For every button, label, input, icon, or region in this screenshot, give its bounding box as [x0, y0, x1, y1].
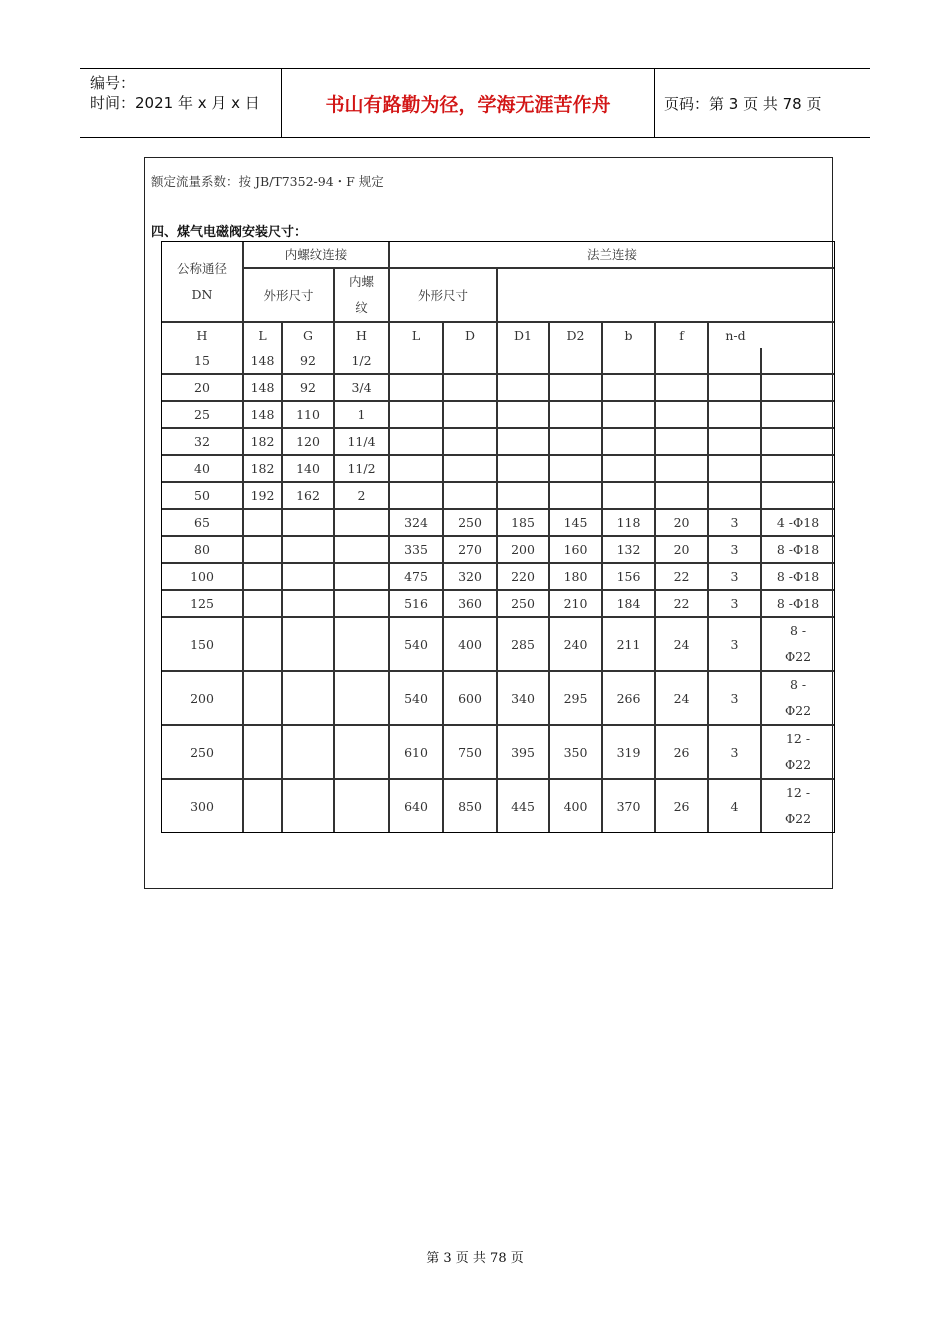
flow-coefficient-line: 额定流量系数：按 JB/T7352-94・F 规定	[151, 174, 384, 189]
sub-header-cell: H	[162, 323, 244, 348]
table-cell	[244, 618, 283, 672]
table-cell: 3	[709, 537, 762, 564]
table-cell	[335, 618, 390, 672]
table-cell	[656, 402, 709, 429]
table-row	[162, 591, 834, 618]
table-cell: 750	[444, 726, 498, 780]
table-cell: 8 -Φ18	[762, 564, 834, 591]
table-row	[162, 537, 834, 564]
table-cell: 148	[244, 348, 283, 375]
table-cell: 640	[390, 780, 444, 832]
header-page-info: 页码：第 3 页 共 78 页	[664, 94, 822, 113]
dn-cell: 200	[162, 672, 244, 726]
table-cell	[603, 348, 656, 375]
table-cell	[498, 348, 550, 375]
sub-header-cell: D2	[550, 323, 603, 348]
table-cell: 20	[656, 537, 709, 564]
flange-header: 法兰连接	[390, 242, 834, 269]
dn-cell: 250	[162, 726, 244, 780]
table-cell: 3	[709, 564, 762, 591]
table-cell	[762, 483, 834, 510]
table-cell	[603, 402, 656, 429]
table-cell: 320	[444, 564, 498, 591]
table-cell	[283, 537, 335, 564]
table-cell	[603, 483, 656, 510]
table-cell	[390, 375, 444, 402]
table-row	[162, 780, 834, 832]
table-cell: 324	[390, 510, 444, 537]
table-cell: 160	[550, 537, 603, 564]
sub-header-cell: L	[244, 323, 283, 348]
table-cell: 184	[603, 591, 656, 618]
table-cell	[656, 348, 709, 375]
table-row	[162, 510, 834, 537]
code-label: 编号：	[90, 74, 136, 92]
table-cell	[335, 537, 390, 564]
table-cell: 110	[283, 402, 335, 429]
table-cell: 118	[603, 510, 656, 537]
sub-header-cell: H	[335, 323, 390, 348]
table-cell	[709, 483, 762, 510]
table-cell: 24	[656, 672, 709, 726]
table-cell	[498, 456, 550, 483]
table-cell	[550, 429, 603, 456]
thread-header: 内螺 纹	[335, 269, 390, 323]
table-cell: 11/4	[335, 429, 390, 456]
table-cell	[550, 456, 603, 483]
table-cell: 360	[444, 591, 498, 618]
dimension-table	[161, 241, 835, 833]
page-footer: 第 3 页 共 78 页	[426, 1251, 524, 1266]
table-cell: 335	[390, 537, 444, 564]
table-cell: 4 -Φ18	[762, 510, 834, 537]
table-cell: 370	[603, 780, 656, 832]
table-cell: 445	[498, 780, 550, 832]
dn-cell: 40	[162, 456, 244, 483]
table-cell: 210	[550, 591, 603, 618]
table-cell: 610	[390, 726, 444, 780]
table-cell: 350	[550, 726, 603, 780]
sub-header-cell: D	[444, 323, 498, 348]
table-cell	[550, 348, 603, 375]
table-cell: 211	[603, 618, 656, 672]
table-cell	[283, 780, 335, 832]
sub-header-row	[162, 323, 834, 348]
table-cell	[498, 402, 550, 429]
table-cell	[335, 564, 390, 591]
dn-cell: 80	[162, 537, 244, 564]
table-cell	[709, 348, 762, 375]
section-title: 四、煤气电磁阀安装尺寸：	[151, 225, 308, 240]
table-cell	[709, 375, 762, 402]
table-cell	[444, 402, 498, 429]
table-cell	[244, 591, 283, 618]
table-cell	[444, 429, 498, 456]
dn-cell: 150	[162, 618, 244, 672]
table-cell: 4	[709, 780, 762, 832]
table-cell	[762, 402, 834, 429]
table-cell	[283, 672, 335, 726]
table-cell	[335, 672, 390, 726]
table-cell	[656, 456, 709, 483]
table-row	[162, 456, 834, 483]
table-cell	[390, 348, 444, 375]
table-cell	[244, 564, 283, 591]
table-cell	[603, 456, 656, 483]
dn-cell: 300	[162, 780, 244, 832]
page-header	[80, 68, 870, 138]
table-cell: 20	[656, 510, 709, 537]
dn-cell: 15	[162, 348, 244, 375]
table-cell: 285	[498, 618, 550, 672]
table-cell: 3	[709, 618, 762, 672]
table-cell: 156	[603, 564, 656, 591]
table-cell: 132	[603, 537, 656, 564]
nd-cell: 12 - Φ22	[762, 726, 834, 780]
sub-header-cell: n-d	[725, 328, 746, 343]
table-row	[162, 429, 834, 456]
table-cell	[390, 429, 444, 456]
table-cell	[444, 456, 498, 483]
table-cell	[656, 429, 709, 456]
table-row	[162, 672, 834, 726]
table-cell	[656, 483, 709, 510]
table-cell: 24	[656, 618, 709, 672]
table-cell	[335, 591, 390, 618]
table-cell	[283, 618, 335, 672]
table-cell: 200	[498, 537, 550, 564]
table-cell: 8 -Φ18	[762, 591, 834, 618]
dn-cell: 65	[162, 510, 244, 537]
table-cell: 400	[550, 780, 603, 832]
table-cell	[335, 726, 390, 780]
table-cell	[498, 429, 550, 456]
table-cell	[550, 483, 603, 510]
flange-blank-header	[498, 269, 834, 323]
dn-header: 公称通径 DN	[162, 242, 244, 323]
outline-dims-header: 外形尺寸	[244, 269, 335, 323]
table-cell	[244, 780, 283, 832]
table-cell	[283, 564, 335, 591]
table-cell: 140	[283, 456, 335, 483]
table-cell: 3	[709, 591, 762, 618]
table-row	[162, 348, 834, 375]
table-cell: 266	[603, 672, 656, 726]
table-cell: 220	[498, 564, 550, 591]
table-cell: 22	[656, 564, 709, 591]
table-cell: 180	[550, 564, 603, 591]
table-cell	[709, 456, 762, 483]
table-row	[162, 402, 834, 429]
table-cell: 3/4	[335, 375, 390, 402]
dn-cell: 25	[162, 402, 244, 429]
table-cell: 270	[444, 537, 498, 564]
table-cell: 540	[390, 618, 444, 672]
table-cell: 600	[444, 672, 498, 726]
dn-cell: 100	[162, 564, 244, 591]
table-cell: 540	[390, 672, 444, 726]
table-cell	[762, 375, 834, 402]
table-cell: 340	[498, 672, 550, 726]
table-cell: 92	[283, 348, 335, 375]
table-cell: 250	[444, 510, 498, 537]
nd-cell: 8 - Φ22	[762, 618, 834, 672]
table-cell: 26	[656, 780, 709, 832]
table-cell: 475	[390, 564, 444, 591]
sub-header-cell: b	[603, 323, 656, 348]
table-cell: 8 -Φ18	[762, 537, 834, 564]
table-cell: 516	[390, 591, 444, 618]
table-cell	[762, 429, 834, 456]
header-meta	[90, 73, 260, 113]
table-cell	[550, 375, 603, 402]
nd-cell: 12 - Φ22	[784, 785, 812, 826]
table-row	[162, 375, 834, 402]
table-cell: 22	[656, 591, 709, 618]
table-cell	[390, 456, 444, 483]
table-cell	[498, 375, 550, 402]
nd-cell: 8 - Φ22	[762, 672, 834, 726]
table-cell	[550, 402, 603, 429]
table-cell	[244, 672, 283, 726]
table-cell: 182	[244, 456, 283, 483]
table-cell	[444, 348, 498, 375]
header-divider	[654, 69, 655, 137]
content-frame	[144, 157, 833, 889]
time-label: 时间：2021 年 x 月 x 日	[90, 94, 260, 112]
table-cell	[335, 780, 390, 832]
table-cell: 11/2	[335, 456, 390, 483]
table-cell	[390, 402, 444, 429]
table-cell	[444, 375, 498, 402]
table-cell	[244, 510, 283, 537]
table-cell: 148	[244, 402, 283, 429]
sub-header-cell: D1	[498, 323, 550, 348]
table-cell	[390, 483, 444, 510]
table-cell: 26	[656, 726, 709, 780]
table-cell: 182	[244, 429, 283, 456]
table-cell	[709, 429, 762, 456]
internal-thread-header: 内螺纹连接	[244, 242, 390, 269]
table-cell: 92	[283, 375, 335, 402]
table-cell: 395	[498, 726, 550, 780]
table-cell	[762, 456, 834, 483]
table-cell: 120	[283, 429, 335, 456]
table-cell: 1	[335, 402, 390, 429]
table-cell: 250	[498, 591, 550, 618]
table-cell	[762, 348, 834, 375]
table-cell: 295	[550, 672, 603, 726]
table-cell: 240	[550, 618, 603, 672]
table-cell: 3	[709, 510, 762, 537]
table-cell	[444, 483, 498, 510]
dn-cell: 20	[162, 375, 244, 402]
table-cell: 148	[244, 375, 283, 402]
table-row	[162, 726, 834, 780]
dn-cell: 50	[162, 483, 244, 510]
table-cell	[498, 483, 550, 510]
table-cell: 319	[603, 726, 656, 780]
sub-header-cell: L	[390, 323, 444, 348]
table-cell	[709, 402, 762, 429]
table-cell	[603, 375, 656, 402]
table-cell: 192	[244, 483, 283, 510]
table-cell	[283, 591, 335, 618]
table-cell: 1/2	[335, 348, 390, 375]
table-cell: 2	[335, 483, 390, 510]
flange-outline-dims-header: 外形尺寸	[390, 269, 498, 323]
table-cell	[283, 726, 335, 780]
dn-cell: 125	[162, 591, 244, 618]
table-row	[162, 564, 834, 591]
dn-cell: 32	[162, 429, 244, 456]
sub-header-cell: f	[656, 323, 709, 348]
table-cell: 185	[498, 510, 550, 537]
table-cell	[244, 537, 283, 564]
table-cell	[656, 375, 709, 402]
table-row	[162, 618, 834, 672]
table-cell: 145	[550, 510, 603, 537]
header-motto: 书山有路勤为径，学海无涯苦作舟	[325, 93, 611, 116]
table-cell: 400	[444, 618, 498, 672]
sub-header-cell: G	[283, 323, 335, 348]
table-cell: 3	[709, 672, 762, 726]
table-cell	[335, 510, 390, 537]
table-row	[162, 483, 834, 510]
table-cell	[244, 726, 283, 780]
table-cell: 3	[709, 726, 762, 780]
table-cell	[603, 429, 656, 456]
table-cell: 162	[283, 483, 335, 510]
table-cell	[283, 510, 335, 537]
table-cell: 850	[444, 780, 498, 832]
